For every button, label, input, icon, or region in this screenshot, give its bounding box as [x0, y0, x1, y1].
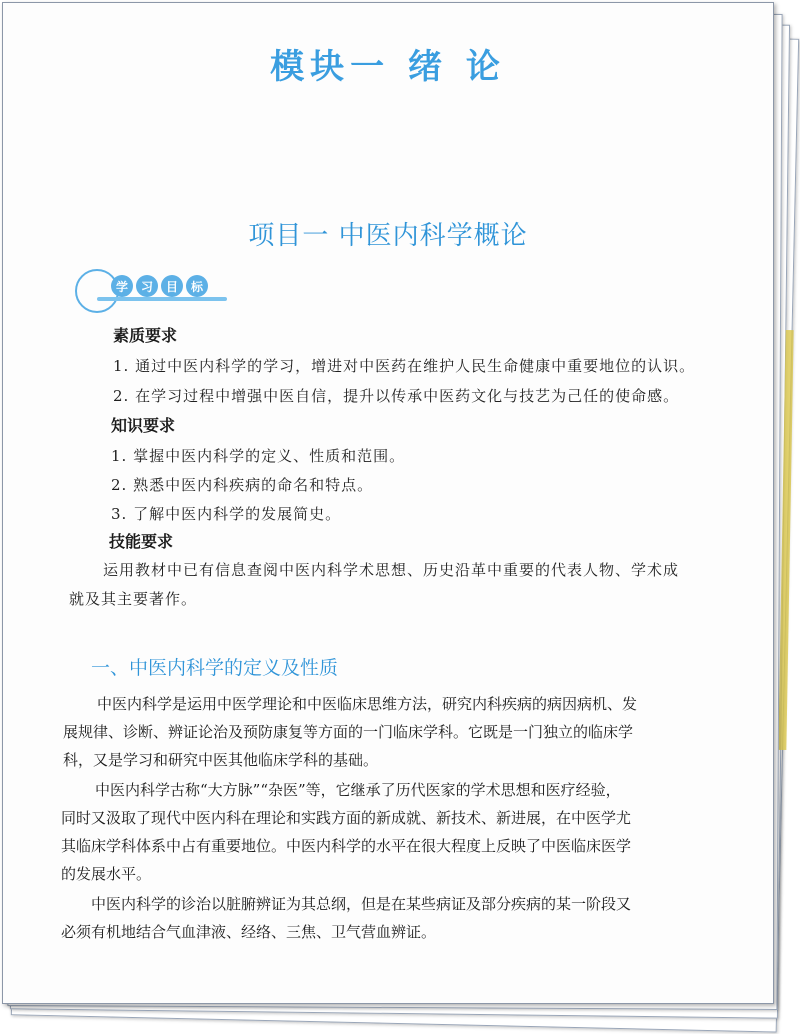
paragraph-line: 中医内科学是运用中医学理论和中医临床思维方法，研究内科疾病的病因病机、发: [97, 695, 638, 713]
paragraph-line: 必须有机地结合气血津液、经络、三焦、卫气营血辨证。: [61, 923, 437, 941]
knowledge-item: 2. 熟悉中医内科疾病的命名和特点。: [111, 476, 374, 494]
quality-heading: 素质要求: [113, 326, 178, 345]
skill-line: 运用教材中已有信息查阅中医内科学术思想、历史沿革中重要的代表人物、学术成: [103, 561, 680, 579]
paragraph-line: 展规律、诊断、辨证论治及预防康复等方面的一门临床学科。它既是一门独立的临床学: [63, 723, 634, 741]
paragraph-line: 中医内科学古称“大方脉”“杂医”等，它继承了历代医家的学术思想和医疗经验，: [95, 781, 621, 799]
quality-item: 1. 通过中医内科学的学习，增进对中医药在维护人民生命健康中重要地位的认识。: [113, 357, 696, 375]
skill-line: 就及其主要著作。: [69, 590, 198, 608]
quality-item: 2. 在学习过程中增强中医自信，提升以传承中医药文化与技艺为己任的使命感。: [113, 387, 680, 405]
paragraph-line: 中医内科学的诊治以脏腑辨证为其总纲，但是在某些病证及部分疾病的某一阶段又: [91, 895, 632, 913]
badge-char: 习: [136, 275, 158, 297]
paragraph-line: 科，又是学习和研究中医其他临床学科的基础。: [63, 751, 379, 769]
module-title: 模块一 绪 论: [270, 47, 506, 87]
paragraph-line: 同时又汲取了现代中医内科在理论和实践方面的新成就、新技术、新进展，在中医学尤: [61, 809, 632, 827]
knowledge-item: 1. 掌握中医内科学的定义、性质和范围。: [111, 447, 406, 465]
knowledge-item: 3. 了解中医内科学的发展简史。: [111, 505, 342, 523]
badge-char: 目: [161, 275, 183, 297]
project-title: 项目一 中医内科学概论: [248, 221, 528, 251]
section-heading: 一、中医内科学的定义及性质: [91, 657, 339, 679]
badge-char: 标: [186, 275, 208, 297]
skill-heading: 技能要求: [109, 532, 174, 551]
knowledge-heading: 知识要求: [111, 416, 176, 435]
badge-char: 学: [111, 275, 133, 297]
badge-underline: [97, 297, 227, 301]
document-page: [2, 2, 774, 1004]
paragraph-line: 的发展水平。: [61, 865, 152, 883]
paragraph-line: 其临床学科体系中占有重要地位。中医内科学的水平在很大程度上反映了中医临床医学: [61, 837, 632, 855]
learning-objectives-badge: [75, 269, 235, 313]
